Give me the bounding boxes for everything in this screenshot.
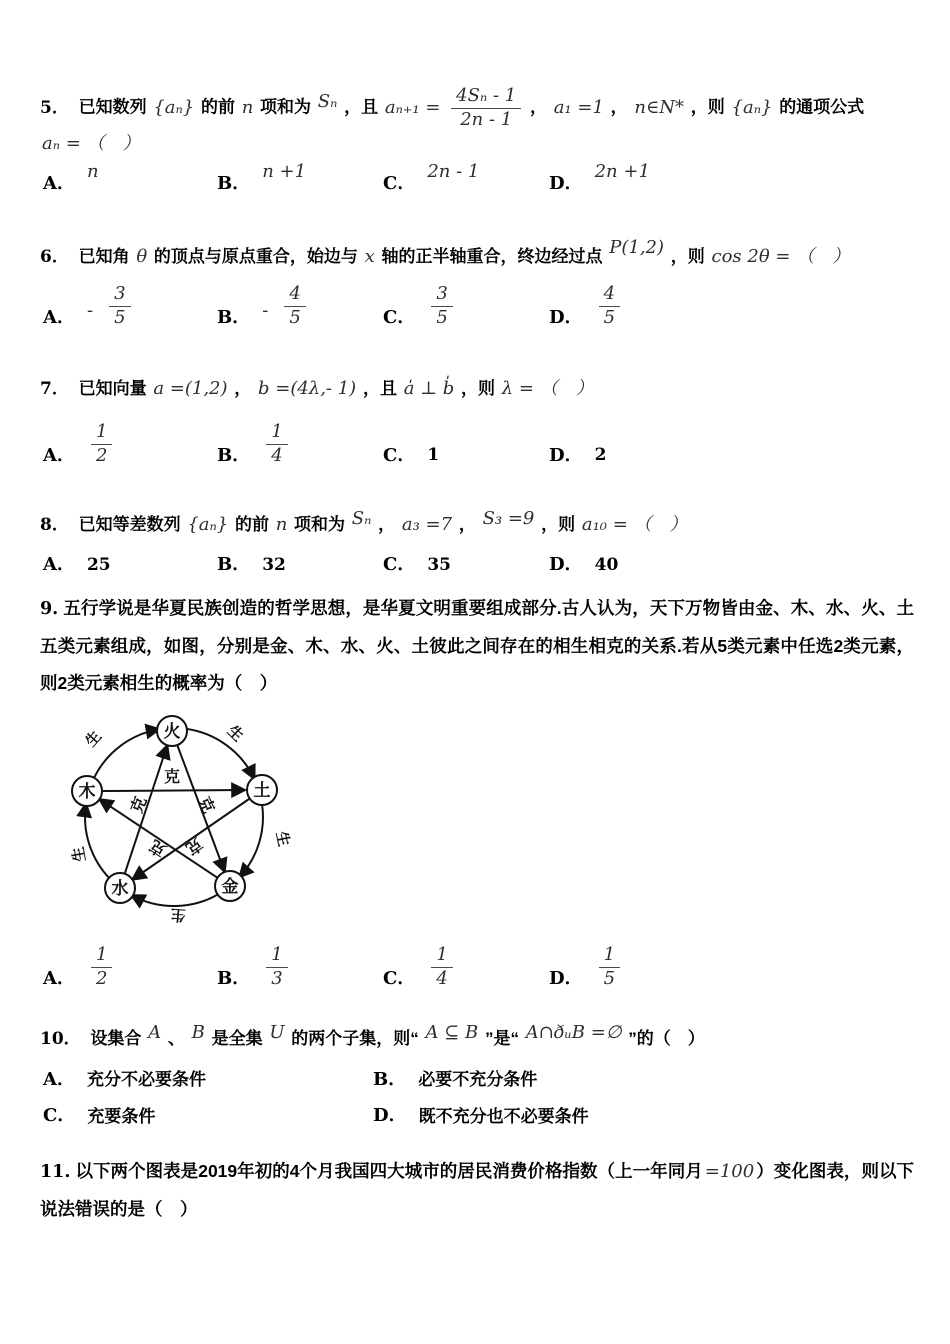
stem-text: ，且 — [344, 97, 379, 117]
fraction-numerator: 3 — [431, 284, 452, 307]
stem-text: 的顶点与原点重合，始边与 — [153, 246, 358, 266]
fraction-denominator: 5 — [289, 307, 301, 329]
option-a — [43, 422, 217, 466]
stem-text: ， — [234, 378, 252, 398]
option-d — [549, 284, 914, 328]
question-9-options — [43, 945, 914, 989]
generate-label: 生 — [69, 845, 90, 863]
option-value: 2 — [594, 445, 607, 466]
fraction-numerator: 1 — [91, 422, 112, 445]
option-a — [43, 1069, 373, 1091]
option-b — [217, 422, 383, 466]
stem-text: 已知数列 — [78, 97, 147, 117]
option-value: 必要不充分条件 — [418, 1070, 538, 1090]
fraction-numerator: 1 — [599, 945, 620, 968]
math-expression: U — [269, 1022, 285, 1044]
math-expression: {aₙ} — [153, 96, 195, 118]
stem-text: ， — [378, 514, 396, 534]
option-b — [217, 161, 383, 195]
generate-label: 生 — [82, 727, 105, 751]
option-value: 充要条件 — [87, 1106, 156, 1126]
generate-label: 生 — [272, 829, 293, 848]
option-c — [383, 284, 549, 328]
stem-text: 以下两个图表是2019年初的4个月我国四大城市的居民消费价格指数（上一年同月 — [75, 1160, 703, 1181]
math-expression: λ = （ ） — [501, 377, 594, 399]
option-label: D． — [549, 307, 583, 329]
option-label: C． — [383, 173, 416, 195]
option-b — [217, 945, 383, 989]
fraction-numerator: 1 — [91, 945, 112, 968]
question-5-options — [43, 161, 914, 195]
chord-wood-to-earth — [103, 790, 244, 791]
stem-text: ，则 — [461, 378, 496, 398]
fraction — [91, 945, 112, 989]
option-a — [43, 161, 217, 195]
fraction-numerator: 1 — [266, 422, 287, 445]
question-number: 11. — [40, 1161, 71, 1182]
option-label: D． — [549, 445, 583, 467]
option-b — [217, 554, 383, 576]
fraction-numerator: 4 — [284, 284, 305, 307]
wuxing-diagram-svg — [42, 706, 334, 938]
minus-sign: - — [86, 300, 94, 322]
fraction — [431, 284, 452, 328]
math-expression: a̍ ⊥ b̍ — [403, 377, 455, 399]
option-c — [383, 554, 549, 576]
option-value: 32 — [262, 554, 286, 575]
math-expression: A∩ðᵤB =∅ — [525, 1022, 622, 1044]
option-d — [549, 422, 914, 466]
question-8-options — [43, 554, 914, 576]
stem-text: 轴的正半轴重合，终边经过点 — [381, 246, 603, 266]
stem-text: 是全集 — [211, 1029, 263, 1049]
fraction — [599, 945, 620, 989]
generate-label: 生 — [169, 905, 187, 924]
option-a — [43, 945, 217, 989]
math-expression: a₁₀ = （ ） — [581, 513, 688, 535]
math-expression: a₁ =1 — [553, 96, 604, 118]
math-expression: n — [275, 513, 288, 535]
math-expression: a₃ =7 — [401, 513, 453, 535]
option-label: C． — [383, 554, 416, 576]
option-b — [373, 1069, 914, 1091]
stem-text: ）变化图表，则以下说法错误的是（ ） — [40, 1160, 915, 1219]
fraction-numerator: 4 — [599, 284, 620, 307]
stem-text: ， — [529, 97, 547, 117]
generate-label: 生 — [223, 722, 247, 745]
option-label: B． — [217, 445, 251, 467]
stem-text: 的前 — [234, 514, 269, 534]
fraction-numerator: 3 — [109, 284, 130, 307]
question-number: 8． — [40, 514, 69, 535]
fraction-denominator: 5 — [603, 307, 616, 329]
math-expression: {aₙ} — [731, 96, 773, 118]
option-label: A． — [43, 1068, 75, 1090]
stem-text: 的前 — [200, 97, 235, 117]
option-label: B． — [217, 307, 251, 329]
question-number: 9. — [40, 598, 59, 619]
stem-text: 的通项公式 — [779, 97, 865, 117]
option-d — [549, 161, 914, 195]
question-6-options — [43, 284, 914, 328]
fraction — [266, 945, 287, 989]
option-a — [43, 284, 217, 328]
option-label: A． — [43, 445, 75, 467]
minus-sign: - — [262, 300, 269, 322]
question-7-stem — [40, 375, 914, 403]
stem-text: ，则 — [541, 514, 576, 534]
stem-text: 已知等差数列 — [78, 514, 181, 534]
option-label: D． — [549, 173, 583, 195]
option-label: A． — [43, 554, 75, 576]
option-label: B． — [217, 967, 251, 989]
option-label: B． — [217, 173, 251, 195]
math-expression: P(1,2) — [609, 236, 665, 258]
fraction — [109, 284, 130, 328]
option-label: A． — [43, 307, 75, 329]
question-number: 10． — [40, 1029, 81, 1050]
overcome-chords — [100, 744, 250, 879]
stem-text: 项和为 — [260, 97, 312, 117]
question-6-stem — [40, 236, 914, 271]
stem-text: ，则 — [690, 97, 725, 117]
fraction-denominator: 3 — [271, 967, 283, 989]
stem-text: 已知角 — [78, 246, 130, 266]
stem-text: ， — [458, 514, 476, 534]
option-d — [549, 554, 914, 576]
arc-wood-to-fire — [94, 729, 159, 778]
math-expression: cos 2θ = （ ） — [711, 245, 851, 267]
option-value: 40 — [594, 554, 619, 575]
stem-text: 五行学说是华夏民族创造的哲学思想，是华夏文明重要组成部分.古人认为，天下万物皆由金、木、水、火、土五类元素组成，如图，分别是金、木、水、火、土彼此之间存在的相生相克的关系.若从5类元素中任选2类元素，则2类元素相生的概率为（ ） — [40, 597, 914, 693]
math-expression: A — [148, 1022, 162, 1044]
math-expression: S₃ =9 — [482, 507, 535, 529]
option-value: n +1 — [262, 161, 307, 183]
fraction — [284, 284, 305, 328]
option-b — [217, 284, 383, 328]
node-fire-label: 火 — [163, 721, 181, 741]
fraction — [91, 422, 112, 466]
stem-text: ”是“ — [484, 1029, 519, 1049]
wuxing-diagram — [42, 706, 914, 943]
question-7-options — [43, 422, 914, 466]
stem-text: ”的（ ） — [628, 1029, 705, 1049]
option-label: C． — [383, 307, 416, 329]
arc-earth-to-metal — [240, 804, 263, 876]
option-value: 35 — [427, 554, 451, 575]
math-expression: x — [364, 245, 375, 267]
stem-text: ， — [610, 97, 628, 117]
node-earth-label: 土 — [253, 780, 271, 800]
math-expression: {aₙ} — [187, 513, 229, 535]
option-label: B． — [217, 554, 251, 576]
math-expression: B — [191, 1022, 205, 1044]
fraction-denominator: 4 — [436, 967, 448, 989]
question-10-options — [43, 1069, 914, 1127]
option-c — [383, 945, 549, 989]
stem-text: 设集合 — [90, 1029, 142, 1049]
math-expression: Sₙ — [351, 507, 372, 529]
fraction-denominator: 2 — [95, 967, 108, 989]
option-a — [43, 554, 217, 576]
option-value: 既不充分也不必要条件 — [418, 1106, 589, 1126]
option-label: C． — [43, 1105, 76, 1127]
fraction — [599, 284, 620, 328]
math-expression: a =(1,2) — [153, 377, 228, 399]
option-label: C． — [383, 967, 416, 989]
node-metal-label: 金 — [221, 876, 239, 896]
math-expression: n — [241, 96, 254, 118]
arc-water-to-wood — [85, 804, 110, 878]
stem-text: 的两个子集，则“ — [291, 1029, 419, 1049]
math-expression: aₙ₊₁ = — [384, 96, 441, 118]
overcome-label: 克 — [146, 835, 170, 859]
option-value: 1 — [427, 445, 440, 466]
overcome-label: 克 — [163, 768, 181, 786]
fraction-denominator: 5 — [114, 307, 126, 329]
node-water-label: 水 — [111, 878, 129, 898]
math-expression: aₙ = （ ） — [42, 133, 141, 155]
option-label: C． — [383, 445, 416, 467]
arc-metal-to-water — [132, 894, 218, 906]
fraction-numerator: 4Sₙ - 1 — [451, 86, 521, 109]
fraction — [266, 422, 287, 466]
stem-text: ，则 — [670, 246, 705, 266]
question-11-stem — [40, 1153, 914, 1228]
question-8-stem — [40, 507, 914, 539]
option-label: B． — [373, 1068, 407, 1090]
stem-text: 项和为 — [294, 514, 346, 534]
stem-text: ，且 — [362, 378, 397, 398]
fraction-numerator: 1 — [266, 945, 287, 968]
fraction-denominator: 4 — [271, 445, 283, 467]
option-value: 25 — [86, 554, 111, 575]
option-value: 2n +1 — [594, 161, 650, 183]
option-d — [549, 945, 914, 989]
option-c — [383, 422, 549, 466]
option-label: D． — [373, 1105, 407, 1127]
option-label: A． — [43, 967, 75, 989]
stem-text: 、 — [167, 1029, 185, 1049]
option-label: D． — [549, 967, 583, 989]
overcome-labels — [128, 768, 218, 860]
stem-text: 已知向量 — [78, 378, 147, 398]
fraction-denominator: 2n - 1 — [460, 108, 513, 130]
math-expression: =100 — [704, 1160, 755, 1182]
question-5-stem — [40, 86, 914, 157]
fraction-denominator: 5 — [436, 307, 448, 329]
option-c — [43, 1105, 373, 1127]
math-expression: b =(4λ,- 1) — [258, 377, 357, 399]
fraction — [451, 86, 521, 130]
arc-fire-to-earth — [186, 729, 254, 778]
math-expression: A ⊆ B — [425, 1022, 479, 1044]
math-expression: Sₙ — [317, 90, 338, 112]
element-nodes — [69, 716, 277, 903]
math-expression: θ — [136, 245, 148, 267]
option-c — [383, 161, 549, 195]
overcome-label: 克 — [128, 794, 151, 816]
fraction-denominator: 2 — [95, 445, 108, 467]
math-expression: n∈N* — [634, 96, 685, 118]
option-label: A． — [43, 173, 75, 195]
question-10-stem — [40, 1022, 914, 1053]
node-wood-label: 木 — [78, 781, 96, 801]
option-d — [373, 1105, 914, 1127]
option-value: 2n - 1 — [427, 161, 480, 183]
question-number: 6． — [40, 246, 69, 267]
option-value: 充分不必要条件 — [86, 1070, 206, 1090]
question-9-stem — [40, 590, 914, 702]
option-value: n — [86, 161, 99, 183]
question-number: 5． — [40, 97, 69, 118]
question-number: 7． — [40, 378, 69, 399]
fraction — [431, 945, 452, 989]
fraction-numerator: 1 — [431, 945, 452, 968]
option-label: D． — [549, 554, 583, 576]
fraction-denominator: 5 — [603, 967, 616, 989]
overcome-label: 克 — [182, 833, 206, 857]
overcome-label: 克 — [194, 794, 217, 816]
